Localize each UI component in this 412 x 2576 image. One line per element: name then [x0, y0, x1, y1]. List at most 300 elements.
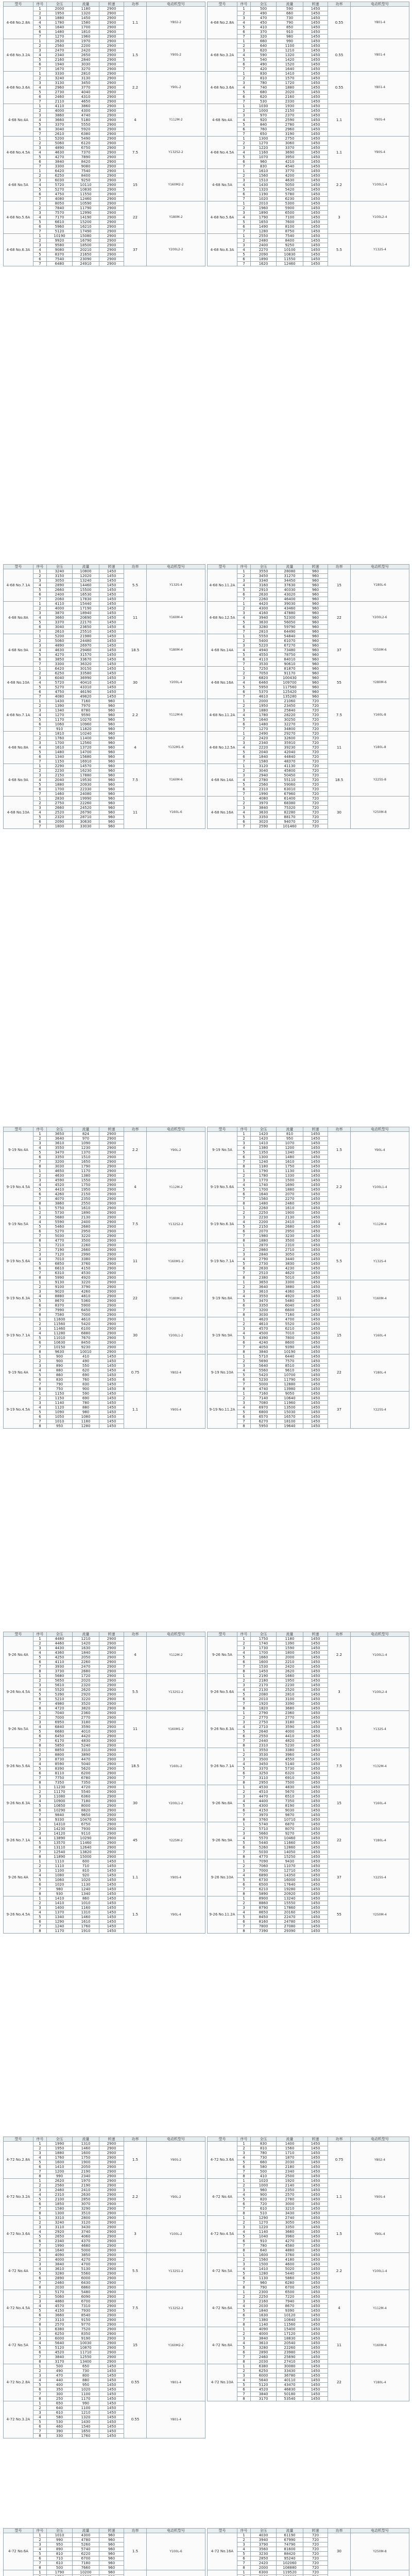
data-cell: 4	[33, 2267, 47, 2272]
data-cell: 8400	[277, 239, 303, 243]
data-cell: 2030	[251, 2360, 277, 2364]
data-cell: 1450	[303, 1252, 328, 1257]
data-cell: 7940	[277, 2299, 303, 2304]
data-cell: 1090	[73, 1141, 99, 1146]
data-cell: 3160	[251, 583, 277, 588]
data-cell: 2	[33, 11, 47, 16]
power-cell: 1.1	[124, 7, 147, 39]
data-cell: 2360	[277, 1711, 303, 1716]
data-cell: 5850	[47, 1743, 73, 1748]
data-cell: 9390	[277, 1345, 303, 1350]
data-cell: 1450	[303, 1239, 328, 1243]
data-cell: 2900	[99, 1137, 124, 1141]
data-cell: 3200	[47, 1160, 73, 1164]
data-cell: 1	[33, 732, 47, 736]
data-cell: 1450	[99, 1869, 124, 1873]
data-cell: 5730	[47, 1211, 73, 1215]
data-cell: 6610	[47, 220, 73, 225]
data-cell: 1450	[99, 2369, 124, 2374]
data-cell: 1970	[73, 2179, 99, 2183]
data-cell: 1	[237, 1674, 251, 1679]
table-row	[208, 2253, 409, 2258]
data-cell: 2900	[99, 2197, 124, 2202]
data-cell: 2250	[251, 1211, 277, 1215]
data-cell: 1450	[303, 2378, 328, 2383]
data-cell: 8	[237, 2323, 251, 2327]
data-cell: 1010	[73, 1901, 99, 1906]
data-cell: 1450	[303, 1688, 328, 1692]
data-cell: 7570	[277, 1359, 303, 1364]
data-cell: 880	[47, 1368, 73, 1373]
data-cell: 2220	[251, 745, 277, 750]
data-cell: 7	[237, 597, 251, 602]
data-cell: 960	[303, 685, 328, 690]
table-row	[208, 1637, 409, 1641]
data-cell: 1	[237, 72, 251, 76]
data-cell: 15030	[277, 1410, 303, 1415]
motor-model-cell: Y112M-2	[147, 1637, 205, 1674]
table-row	[208, 569, 409, 574]
motor-model-cell: Y90S-4	[351, 2179, 409, 2216]
data-cell: 5	[33, 25, 47, 30]
data-cell: 2900	[99, 1688, 124, 1692]
data-cell: 2180	[277, 2165, 303, 2170]
data-cell: 1	[33, 2142, 47, 2146]
data-cell: 6	[237, 1771, 251, 1776]
data-cell: 830	[73, 1382, 99, 1387]
data-cell: 7970	[73, 704, 99, 708]
data-cell: 23450	[277, 704, 303, 708]
data-cell: 2310	[47, 2193, 73, 2197]
data-cell: 3300	[47, 662, 73, 667]
column-header: 序号	[237, 565, 251, 569]
data-cell: 5	[237, 220, 251, 225]
data-cell: 2850	[251, 2556, 277, 2561]
data-cell: 2900	[99, 95, 124, 99]
data-cell: 1840	[73, 1651, 99, 1655]
data-cell: 2900	[99, 2299, 124, 2304]
data-cell: 29390	[277, 1929, 303, 1934]
data-cell: 860	[73, 1896, 99, 1901]
data-cell: 1960	[73, 35, 99, 39]
data-cell: 27080	[277, 1924, 303, 1929]
data-cell: 5740	[73, 2547, 99, 2552]
spec-column-left	[3, 2, 205, 563]
data-cell: 1080	[47, 1873, 73, 1878]
data-cell: 1450	[303, 1859, 328, 1864]
data-cell: 6380	[47, 2327, 73, 2332]
data-cell: 1	[33, 2570, 47, 2575]
data-cell: 1450	[303, 2346, 328, 2350]
data-cell: 410	[251, 25, 277, 30]
data-cell: 1420	[277, 58, 303, 62]
data-cell: 2900	[99, 1669, 124, 1674]
table-row	[208, 1280, 409, 1285]
data-cell: 3760	[277, 2253, 303, 2258]
data-cell: 2920	[47, 2230, 73, 2234]
table-row	[208, 137, 409, 141]
column-header: 转速	[303, 1127, 328, 1132]
data-cell: 1450	[99, 592, 124, 597]
model-cell: 4-68 No.12.5A	[208, 602, 237, 634]
data-cell: 1210	[277, 48, 303, 53]
data-cell: 2	[237, 1137, 251, 1141]
data-cell: 1450	[99, 1887, 124, 1892]
data-cell: 2900	[99, 243, 124, 248]
model-cell: 4-68 No.7.1A	[4, 569, 33, 602]
data-cell: 2900	[99, 188, 124, 192]
data-cell: 4270	[277, 2239, 303, 2244]
data-cell: 10800	[73, 569, 99, 574]
data-cell: 5690	[251, 1359, 277, 1364]
data-cell: 960	[99, 806, 124, 810]
data-cell: 1210	[73, 1637, 99, 1641]
data-cell: 1590	[277, 1646, 303, 1651]
data-cell: 2	[237, 2146, 251, 2151]
data-cell: 2900	[99, 30, 124, 35]
data-cell: 8	[33, 1892, 47, 1896]
data-cell: 3040	[47, 127, 73, 132]
data-cell: 7	[33, 630, 47, 634]
data-cell: 59060	[277, 783, 303, 787]
data-cell: 3970	[251, 1813, 277, 1818]
data-cell: 2900	[99, 2244, 124, 2248]
data-cell: 6480	[47, 262, 73, 266]
column-header: 流量	[73, 1127, 99, 1132]
data-cell: 5	[237, 1150, 251, 1155]
data-cell: 1020	[47, 1883, 73, 1887]
data-cell: 2260	[251, 1206, 277, 1211]
data-cell: 1450	[99, 1424, 124, 1429]
data-cell: 960	[303, 676, 328, 681]
data-cell: 2770	[73, 1716, 99, 1720]
data-cell: 3730	[47, 1669, 73, 1674]
data-cell: 3840	[47, 2355, 73, 2360]
spec-table	[207, 2, 409, 266]
data-cell: 12710	[277, 1869, 303, 1873]
data-cell: 3610	[251, 1290, 277, 1294]
data-cell: 4	[33, 681, 47, 685]
data-cell: 1450	[99, 616, 124, 620]
data-cell: 3	[33, 2151, 47, 2156]
data-cell: 3060	[277, 141, 303, 146]
data-cell: 1450	[303, 109, 328, 113]
data-cell: 4	[33, 248, 47, 252]
data-cell: 1430	[251, 183, 277, 188]
data-cell: 5	[33, 155, 47, 160]
model-cell: 4-72 No.2.8A	[4, 2142, 33, 2179]
data-cell: 3	[237, 1141, 251, 1146]
data-cell: 960	[99, 713, 124, 718]
data-cell: 590	[277, 7, 303, 11]
data-cell: 1	[33, 2179, 47, 2183]
data-cell: 2460	[47, 2188, 73, 2193]
data-cell: 960	[303, 671, 328, 676]
data-cell: 2630	[251, 592, 277, 597]
data-cell: 3520	[73, 1702, 99, 1706]
data-cell: 7	[33, 1271, 47, 1276]
column-header: 全压	[47, 2, 73, 7]
data-cell: 5230	[277, 1743, 303, 1748]
data-cell: 2900	[99, 2281, 124, 2285]
model-cell: 9-19 No.8A	[208, 1280, 237, 1317]
data-cell: 590	[73, 1392, 99, 1396]
data-cell: 3	[33, 643, 47, 648]
data-cell: 32270	[277, 722, 303, 727]
data-cell: 10190	[277, 1350, 303, 1354]
spec-section	[0, 2135, 412, 2527]
data-cell: 1	[33, 7, 47, 11]
data-cell: 19530	[73, 778, 99, 783]
data-cell: 2900	[99, 1155, 124, 1160]
model-cell: 4-68 No.16A	[208, 667, 237, 699]
data-cell: 1450	[303, 1929, 328, 1934]
column-header: 序号	[237, 1127, 251, 1132]
data-cell: 15250	[277, 1855, 303, 1859]
data-cell: 28710	[73, 815, 99, 820]
data-cell: 1150	[47, 759, 73, 764]
model-cell	[208, 2570, 237, 2576]
data-cell: 5860	[277, 2276, 303, 2281]
data-cell: 7	[237, 2207, 251, 2211]
data-cell: 1450	[303, 1192, 328, 1197]
data-cell: 1650	[73, 2429, 99, 2434]
data-cell: 1450	[251, 1669, 277, 1674]
power-cell: 15	[124, 169, 147, 201]
data-cell: 960	[99, 824, 124, 829]
data-cell: 720	[303, 801, 328, 806]
data-cell: 1020	[251, 2179, 277, 2183]
data-cell: 720	[303, 759, 328, 764]
data-cell: 7	[33, 2429, 47, 2434]
data-cell: 2040	[251, 750, 277, 755]
table-header-row	[4, 2137, 205, 2142]
data-cell: 22470	[277, 1915, 303, 1920]
power-cell: 1.1	[124, 1859, 147, 1896]
table-header-row	[4, 1127, 205, 1132]
data-cell: 2270	[277, 1197, 303, 1201]
data-cell: 12990	[73, 211, 99, 215]
data-cell: 1160	[73, 1906, 99, 1910]
data-cell: 2950	[73, 1229, 99, 1234]
data-cell: 2	[237, 2183, 251, 2188]
data-cell: 19640	[277, 1424, 303, 1429]
data-cell: 2090	[47, 820, 73, 824]
data-cell: 1	[33, 72, 47, 76]
data-cell: 2	[33, 1827, 47, 1832]
data-cell: 370	[251, 30, 277, 35]
data-cell: 4	[33, 2304, 47, 2309]
data-cell: 15400	[277, 2327, 303, 2332]
data-cell: 3	[237, 1906, 251, 1910]
data-cell: 4	[33, 616, 47, 620]
motor-model-cell: Y801-4	[147, 2401, 205, 2438]
data-cell: 7	[33, 1345, 47, 1350]
data-cell: 2900	[99, 197, 124, 201]
data-cell: 1450	[303, 2193, 328, 2197]
model-cell: 4-72 No.3.2A	[4, 2401, 33, 2438]
data-cell: 3	[237, 1869, 251, 1873]
data-cell: 2890	[47, 2276, 73, 2281]
table-row	[208, 1392, 409, 1396]
data-cell: 1450	[303, 1697, 328, 1702]
column-header: 序号	[33, 2, 47, 7]
data-cell: 1450	[99, 694, 124, 699]
data-cell: 960	[99, 2552, 124, 2556]
power-cell: 7.5	[124, 2290, 147, 2327]
motor-model-cell: Y200L-4	[147, 667, 205, 699]
data-cell: 4630	[47, 150, 73, 155]
data-cell: 2900	[99, 1679, 124, 1683]
data-cell: 3	[33, 2188, 47, 2193]
column-header: 功率	[124, 1632, 147, 1637]
data-cell: 1450	[303, 1850, 328, 1855]
data-cell: 3870	[47, 611, 73, 616]
data-cell: 1450	[303, 137, 328, 141]
data-cell: 2940	[251, 773, 277, 778]
data-cell: 4	[33, 745, 47, 750]
data-cell: 1610	[277, 1160, 303, 1164]
data-cell: 4470	[251, 1794, 277, 1799]
data-cell: 1450	[99, 2387, 124, 2392]
data-cell: 5	[33, 2346, 47, 2350]
data-cell: 1	[33, 1748, 47, 1753]
data-cell: 960	[303, 690, 328, 694]
data-cell: 1420	[251, 1137, 277, 1141]
data-cell: 6	[33, 1155, 47, 1160]
data-cell: 5680	[47, 1674, 73, 1679]
motor-model-cell: Y180L-6	[351, 569, 409, 602]
data-cell: 2900	[99, 1308, 124, 1313]
data-cell: 6	[237, 820, 251, 824]
data-cell: 2	[237, 1716, 251, 1720]
data-cell: 2900	[99, 137, 124, 141]
data-cell: 6	[237, 62, 251, 67]
data-cell: 4	[33, 1331, 47, 1336]
data-cell: 1	[33, 2216, 47, 2221]
data-cell: 6000	[73, 2276, 99, 2281]
data-cell: 50450	[277, 773, 303, 778]
data-cell: 4	[33, 2378, 47, 2383]
data-cell: 5	[237, 620, 251, 625]
data-cell: 5200	[47, 137, 73, 141]
table-row	[4, 2290, 205, 2295]
table-row	[208, 2327, 409, 2332]
data-cell: 1650	[73, 1160, 99, 1164]
data-cell: 8730	[47, 1757, 73, 1762]
data-cell: 2900	[99, 1239, 124, 1243]
data-cell: 1630	[251, 2313, 277, 2318]
power-cell: 3	[328, 1674, 351, 1711]
data-cell: 2130	[277, 1215, 303, 1220]
data-cell: 1170	[47, 718, 73, 722]
data-cell: 2900	[99, 1229, 124, 1234]
data-cell: 1450	[303, 113, 328, 118]
data-cell: 12860	[277, 1845, 303, 1850]
data-cell: 2010	[251, 1697, 277, 1702]
data-cell: 7160	[277, 1313, 303, 1317]
data-cell: 1950	[251, 704, 277, 708]
data-cell: 6	[237, 1660, 251, 1665]
data-cell: 1450	[303, 1794, 328, 1799]
data-cell: 3	[33, 1720, 47, 1725]
data-cell: 81600	[277, 2547, 303, 2552]
column-header: 型号	[208, 1127, 237, 1132]
data-cell: 7580	[47, 1313, 73, 1317]
motor-model-cell: Y132S-4	[351, 234, 409, 266]
data-cell: 10200	[73, 2570, 99, 2575]
data-cell: 1450	[99, 1901, 124, 1906]
data-cell: 1	[33, 201, 47, 206]
table-row	[208, 2570, 409, 2575]
column-header: 电动机型号	[147, 2529, 205, 2533]
data-cell: 690	[73, 1396, 99, 1401]
data-cell: 24520	[73, 806, 99, 810]
data-cell: 1450	[303, 178, 328, 183]
data-cell: 2030	[47, 2285, 73, 2290]
data-cell: 960	[99, 718, 124, 722]
data-cell: 1450	[303, 1359, 328, 1364]
data-cell: 1	[33, 634, 47, 639]
data-cell: 4	[237, 2156, 251, 2160]
data-cell: 1450	[303, 1896, 328, 1901]
data-cell: 5420	[277, 188, 303, 192]
data-cell: 1450	[99, 1405, 124, 1410]
data-cell: 7840	[47, 206, 73, 211]
data-cell: 1550	[73, 1178, 99, 1183]
data-cell: 960	[303, 634, 328, 639]
model-cell: 9-19 No.11.2A	[208, 1392, 237, 1429]
data-cell: 6	[33, 1415, 47, 1419]
table-row	[4, 1637, 205, 1641]
data-cell: 9250	[73, 178, 99, 183]
data-cell: 3	[237, 643, 251, 648]
data-cell: 8	[33, 2397, 47, 2401]
data-cell: 7000	[251, 1869, 277, 1873]
data-cell: 3110	[251, 1776, 277, 1781]
data-cell: 720	[303, 2543, 328, 2547]
power-cell: 15	[328, 1785, 351, 1822]
column-header: 电动机型号	[351, 2137, 409, 2142]
data-cell: 11790	[277, 1378, 303, 1382]
data-cell: 1750	[277, 1164, 303, 1169]
data-cell: 3	[33, 243, 47, 248]
data-cell: 790	[277, 21, 303, 25]
data-cell: 1390	[277, 1641, 303, 1646]
data-cell: 2650	[73, 53, 99, 58]
data-cell: 720	[303, 745, 328, 750]
data-cell: 720	[251, 2202, 277, 2207]
data-cell: 7	[33, 132, 47, 137]
data-cell: 1080	[73, 1415, 99, 1419]
table-row	[208, 169, 409, 174]
data-cell: 7	[33, 99, 47, 104]
data-cell: 8850	[47, 1748, 73, 1753]
data-cell: 490	[47, 2369, 73, 2374]
data-cell: 7600	[277, 220, 303, 225]
motor-model-cell: Y100L1-4	[351, 1169, 409, 1206]
power-cell: 4	[124, 732, 147, 764]
data-cell: 7	[237, 1345, 251, 1350]
data-cell: 5240	[73, 1743, 99, 1748]
data-cell: 3	[33, 2299, 47, 2304]
data-cell: 5	[33, 1373, 47, 1378]
spec-table	[207, 2528, 409, 2576]
data-cell: 720	[303, 778, 328, 783]
data-cell: 1600	[251, 2253, 277, 2258]
data-cell: 2	[33, 109, 47, 113]
data-cell: 1450	[303, 252, 328, 257]
